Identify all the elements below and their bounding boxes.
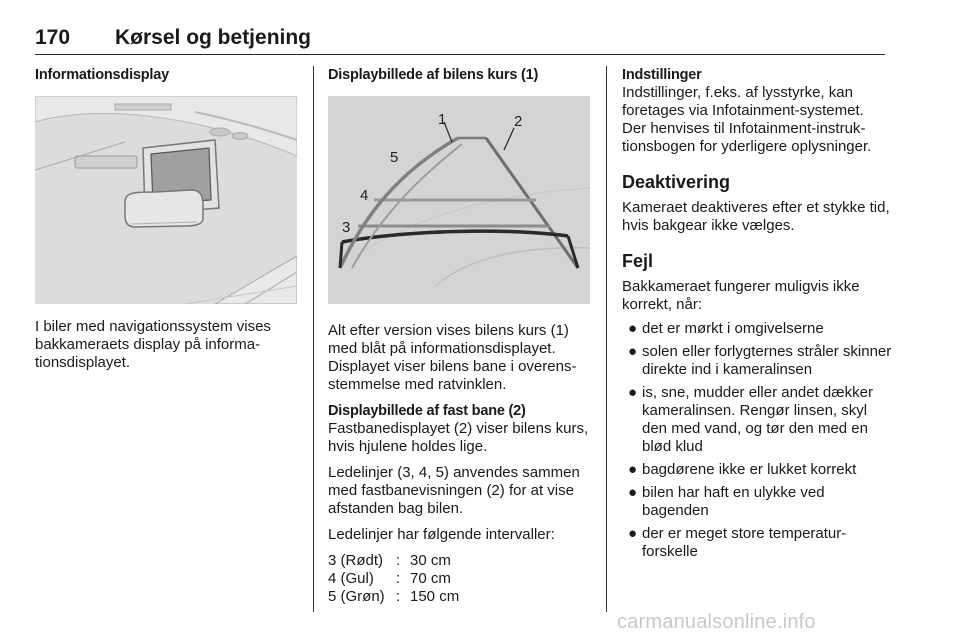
intervals-table [328, 552, 590, 606]
column-2 [328, 66, 590, 84]
interval-row: 4 (Gul) : 70 cm [328, 570, 451, 587]
guideline-svg [328, 96, 590, 304]
dashboard-mirror-illustration [35, 96, 297, 304]
info-display-text: I biler med navigationssystem vises bakkameraets display på informationsdisplayet. [35, 318, 271, 371]
column-2-body [328, 322, 590, 606]
guidelines-text: Ledelinjer (3, 4, 5) anvendes sammen med fastbanevisningen (2) for at vise afstanden bag bilen. [328, 464, 580, 517]
label-3: 3 [342, 219, 351, 236]
deactivation-text: Kameraet deaktiveres efter et stykke tid, hvis bakgear ikke vælges. [622, 199, 890, 234]
vehicle-course-heading: Displaybillede af bilens kurs (1) [328, 67, 539, 83]
list-item: ● der er meget store temperaturforskelle [628, 525, 847, 560]
column-divider [313, 66, 314, 612]
bullet-icon: ● [628, 525, 638, 542]
label-4: 4 [360, 187, 369, 204]
bullet-icon: ● [628, 320, 638, 337]
bullet-icon: ● [628, 343, 638, 360]
column-3 [622, 66, 892, 566]
list-item: ● det er mørkt i omgivelserne [628, 320, 824, 337]
interval-row: 3 (Rødt) : 30 cm [328, 552, 451, 569]
interval-row: 5 (Grøn) : 150 cm [328, 588, 460, 605]
page-header [35, 24, 885, 55]
fault-text: Bakkameraet fungerer muligvis ikke korrekt, når: [622, 278, 860, 313]
deactivation-heading: Deaktivering [622, 172, 731, 192]
settings-text: Indstillinger, f.eks. af lysstyrke, kan foretages via Infotainment-systemet. Der henvises til Infotainment-instruktionsbogen for yderligere oplysninger. [622, 84, 872, 155]
label-2: 2 [514, 113, 523, 130]
column-1 [35, 66, 300, 84]
fixed-track-heading: Displaybillede af fast bane (2) [328, 403, 526, 419]
label-5: 5 [390, 149, 399, 166]
watermark: carmanualsonline.info [617, 611, 816, 633]
label-1: 1 [438, 111, 447, 128]
list-item: ● is, sne, mudder eller andet dækker kameralinsen. Rengør linsen, skyl den med vand, og tør den med en blød klud [628, 384, 873, 455]
camera-display-illustration [35, 96, 297, 304]
bullet-icon: ● [628, 461, 638, 478]
fault-heading: Fejl [622, 251, 654, 271]
list-item: ● bagdørene ikke er lukket korrekt [628, 461, 857, 478]
fixed-track-text: Fastbanedisplayet (2) viser bilens kurs, hvis hjulene holdes lige. [328, 420, 589, 455]
settings-heading: Indstillinger [622, 67, 702, 83]
page-number: 170 [35, 26, 71, 49]
list-item: ● bilen har haft en ulykke ved bagenden [628, 484, 825, 519]
intervals-intro: Ledelinjer har følgende intervaller: [328, 526, 555, 543]
fault-list [622, 320, 892, 561]
guideline-diagram [328, 96, 590, 304]
bullet-icon: ● [628, 384, 638, 401]
bullet-icon: ● [628, 484, 638, 501]
vehicle-course-text: Alt efter version vises bilens kurs (1) med blåt på informationsdisplayet. Displayet viser bilens bane i overensstemmelse med ratvinklen. [328, 322, 577, 393]
list-item: ● solen eller forlygternes stråler skinner direkte ind i kameralinsen [628, 343, 892, 378]
column-divider [606, 66, 607, 612]
page-title: Kørsel og betjening [115, 26, 312, 49]
info-display-heading: Informationsdisplay [35, 67, 169, 83]
column-1-body [35, 318, 300, 372]
